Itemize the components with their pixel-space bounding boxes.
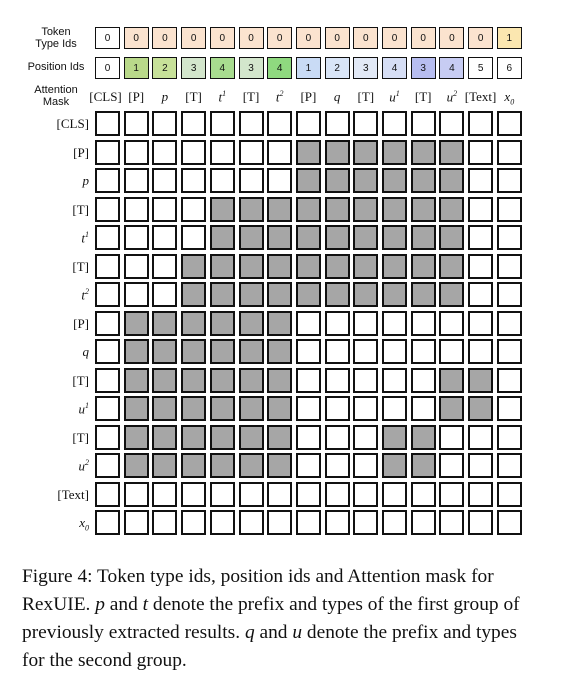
mask-cell	[497, 482, 522, 507]
mask-cell	[124, 311, 149, 336]
mask-cell	[210, 453, 235, 478]
position-id-cell: 1	[124, 57, 149, 79]
mask-cell	[210, 339, 235, 364]
mask-cell	[325, 425, 350, 450]
mask-cell	[124, 140, 149, 165]
position-ids-header: Position Ids	[27, 61, 85, 73]
mask-cell	[239, 254, 264, 279]
mask-cell	[181, 197, 206, 222]
mask-cell	[267, 254, 292, 279]
mask-cell	[382, 368, 407, 393]
mask-cell	[411, 111, 436, 136]
mask-cell	[325, 482, 350, 507]
mask-cell	[296, 311, 321, 336]
column-label: q	[333, 89, 341, 104]
mask-cell	[353, 282, 378, 307]
column-label: [T]	[242, 89, 260, 104]
mask-cell	[181, 311, 206, 336]
token-type-ids-header: Token Type Ids	[35, 26, 77, 50]
mask-cell	[439, 282, 464, 307]
mask-cell	[296, 197, 321, 222]
mask-cell	[439, 396, 464, 421]
mask-cell	[439, 482, 464, 507]
mask-cell	[267, 111, 292, 136]
mask-cell	[468, 225, 493, 250]
mask-cell	[152, 510, 177, 535]
mask-cell	[152, 339, 177, 364]
mask-cell	[181, 510, 206, 535]
mask-cell	[95, 510, 120, 535]
token-type-id-cell: 0	[152, 27, 177, 49]
mask-cell	[353, 368, 378, 393]
row-label: [P]	[73, 315, 89, 331]
mask-cell	[95, 482, 120, 507]
mask-cell	[210, 482, 235, 507]
mask-cell	[411, 225, 436, 250]
token-type-id-cell: 0	[382, 27, 407, 49]
mask-cell	[497, 510, 522, 535]
mask-cell	[124, 254, 149, 279]
mask-cell	[95, 168, 120, 193]
mask-cell	[353, 311, 378, 336]
mask-cell	[497, 339, 522, 364]
mask-cell	[296, 368, 321, 393]
column-label: [CLS]	[89, 89, 122, 104]
mask-cell	[152, 453, 177, 478]
mask-cell	[152, 225, 177, 250]
mask-cell	[267, 225, 292, 250]
mask-cell	[152, 140, 177, 165]
mask-cell	[382, 282, 407, 307]
mask-cell	[497, 453, 522, 478]
token-type-id-cell: 0	[267, 27, 292, 49]
mask-cell	[468, 482, 493, 507]
mask-cell	[239, 140, 264, 165]
mask-cell	[439, 368, 464, 393]
mask-cell	[497, 197, 522, 222]
mask-cell	[411, 197, 436, 222]
mask-cell	[296, 425, 321, 450]
mask-cell	[468, 311, 493, 336]
mask-cell	[382, 225, 407, 250]
column-label: $u^2$	[446, 89, 458, 105]
mask-cell	[267, 339, 292, 364]
mask-cell	[124, 168, 149, 193]
mask-cell	[239, 368, 264, 393]
mask-cell	[325, 339, 350, 364]
mask-cell	[267, 168, 292, 193]
mask-cell	[325, 510, 350, 535]
mask-cell	[468, 140, 493, 165]
mask-cell	[468, 425, 493, 450]
mask-cell	[325, 311, 350, 336]
mask-cell	[267, 282, 292, 307]
mask-cell	[497, 254, 522, 279]
mask-cell	[296, 282, 321, 307]
mask-cell	[439, 168, 464, 193]
row-label: [T]	[72, 372, 89, 388]
mask-cell	[411, 282, 436, 307]
mask-cell	[124, 425, 149, 450]
mask-cell	[181, 254, 206, 279]
mask-cell	[353, 254, 378, 279]
row-label: $u^2$	[78, 458, 89, 474]
column-label: [P]	[300, 89, 317, 104]
mask-cell	[95, 282, 120, 307]
mask-cell	[296, 254, 321, 279]
mask-cell	[296, 453, 321, 478]
mask-cell	[353, 197, 378, 222]
mask-cell	[382, 254, 407, 279]
mask-cell	[181, 368, 206, 393]
mask-cell	[382, 453, 407, 478]
row-label: [CLS]	[56, 116, 89, 131]
mask-cell	[411, 453, 436, 478]
mask-cell	[267, 396, 292, 421]
column-label: [T]	[357, 89, 375, 104]
mask-cell	[181, 482, 206, 507]
mask-cell	[239, 282, 264, 307]
mask-cell	[411, 425, 436, 450]
mask-cell	[210, 197, 235, 222]
mask-cell	[267, 453, 292, 478]
mask-cell	[497, 425, 522, 450]
column-label: [P]	[128, 89, 145, 104]
mask-cell	[296, 396, 321, 421]
mask-cell	[325, 140, 350, 165]
column-label: p	[161, 89, 169, 104]
mask-cell	[239, 111, 264, 136]
position-id-cell: 3	[411, 57, 436, 79]
mask-cell	[239, 396, 264, 421]
mask-cell	[325, 396, 350, 421]
mask-cell	[95, 140, 120, 165]
mask-cell	[124, 482, 149, 507]
mask-cell	[124, 510, 149, 535]
mask-cell	[181, 396, 206, 421]
row-label: [T]	[72, 201, 89, 217]
mask-cell	[411, 510, 436, 535]
mask-cell	[95, 254, 120, 279]
token-type-id-cell: 0	[411, 27, 436, 49]
mask-cell	[210, 396, 235, 421]
mask-cell	[152, 197, 177, 222]
column-label: [T]	[414, 89, 432, 104]
mask-cell	[210, 282, 235, 307]
mask-cell	[411, 396, 436, 421]
column-label: $u^1$	[389, 89, 400, 105]
token-type-id-cell: 0	[296, 27, 321, 49]
mask-cell	[497, 168, 522, 193]
position-id-cell: 6	[497, 57, 522, 79]
mask-cell	[181, 425, 206, 450]
mask-cell	[95, 311, 120, 336]
mask-cell	[152, 168, 177, 193]
mask-cell	[267, 425, 292, 450]
row-label: p	[82, 173, 89, 188]
mask-cell	[468, 254, 493, 279]
mask-cell	[95, 225, 120, 250]
mask-cell	[353, 396, 378, 421]
mask-cell	[181, 140, 206, 165]
position-id-cell: 2	[325, 57, 350, 79]
mask-cell	[468, 111, 493, 136]
mask-cell	[181, 339, 206, 364]
mask-cell	[95, 453, 120, 478]
token-type-id-cell: 0	[439, 27, 464, 49]
mask-cell	[439, 254, 464, 279]
attention-mask-header: Attention Mask	[34, 84, 78, 108]
mask-cell	[210, 311, 235, 336]
mask-cell	[325, 225, 350, 250]
mask-cell	[152, 254, 177, 279]
mask-cell	[267, 368, 292, 393]
mask-cell	[325, 197, 350, 222]
row-label: [T]	[72, 258, 89, 274]
mask-cell	[325, 111, 350, 136]
mask-cell	[124, 282, 149, 307]
mask-cell	[382, 111, 407, 136]
mask-cell	[468, 168, 493, 193]
mask-cell	[296, 339, 321, 364]
mask-cell	[411, 368, 436, 393]
position-id-cell: 3	[239, 57, 264, 79]
token-type-id-cell: 0	[124, 27, 149, 49]
mask-cell	[95, 396, 120, 421]
mask-cell	[382, 396, 407, 421]
mask-cell	[382, 311, 407, 336]
mask-cell	[239, 197, 264, 222]
token-type-id-cell: 0	[95, 27, 120, 49]
mask-cell	[296, 111, 321, 136]
mask-cell	[439, 453, 464, 478]
mask-cell	[382, 482, 407, 507]
mask-cell	[95, 339, 120, 364]
mask-cell	[152, 311, 177, 336]
mask-cell	[239, 339, 264, 364]
mask-cell	[353, 140, 378, 165]
mask-cell	[439, 225, 464, 250]
mask-cell	[497, 282, 522, 307]
mask-cell	[210, 368, 235, 393]
mask-cell	[411, 311, 436, 336]
column-label: $t^1$	[218, 89, 227, 105]
mask-cell	[124, 368, 149, 393]
mask-cell	[382, 140, 407, 165]
column-label: $x_0$	[504, 89, 515, 107]
mask-cell	[124, 197, 149, 222]
column-label: [T]	[185, 89, 202, 104]
mask-cell	[497, 225, 522, 250]
row-label: $x_0$	[79, 515, 89, 533]
mask-cell	[152, 368, 177, 393]
mask-cell	[296, 510, 321, 535]
mask-cell	[439, 111, 464, 136]
mask-cell	[124, 453, 149, 478]
mask-cell	[439, 425, 464, 450]
mask-cell	[439, 311, 464, 336]
mask-cell	[95, 425, 120, 450]
position-id-cell: 0	[95, 57, 120, 79]
mask-cell	[210, 254, 235, 279]
mask-cell	[267, 482, 292, 507]
row-label: $t^1$	[81, 230, 89, 246]
token-type-id-cell: 0	[468, 27, 493, 49]
position-id-cell: 3	[353, 57, 378, 79]
position-id-cell: 5	[468, 57, 493, 79]
mask-cell	[181, 225, 206, 250]
mask-cell	[239, 311, 264, 336]
mask-cell	[439, 140, 464, 165]
column-label: $t^2$	[275, 89, 284, 105]
mask-cell	[95, 111, 120, 136]
mask-cell	[210, 225, 235, 250]
mask-cell	[353, 425, 378, 450]
mask-cell	[468, 197, 493, 222]
position-id-cell: 3	[181, 57, 206, 79]
row-label: [P]	[73, 144, 89, 160]
mask-cell	[152, 425, 177, 450]
token-type-id-cell: 0	[210, 27, 235, 49]
mask-cell	[210, 140, 235, 165]
mask-cell	[181, 111, 206, 136]
token-type-id-cell: 0	[181, 27, 206, 49]
mask-cell	[353, 482, 378, 507]
mask-cell	[210, 510, 235, 535]
row-label: [Text]	[57, 486, 89, 502]
mask-cell	[468, 453, 493, 478]
mask-cell	[152, 111, 177, 136]
mask-cell	[124, 111, 149, 136]
mask-cell	[439, 339, 464, 364]
mask-cell	[124, 225, 149, 250]
token-type-id-cell: 0	[325, 27, 350, 49]
mask-cell	[181, 453, 206, 478]
mask-cell	[181, 282, 206, 307]
mask-cell	[497, 311, 522, 336]
position-id-cell: 4	[267, 57, 292, 79]
mask-cell	[353, 111, 378, 136]
row-label: $u^1$	[78, 401, 89, 417]
mask-cell	[382, 197, 407, 222]
mask-cell	[411, 168, 436, 193]
mask-cell	[353, 510, 378, 535]
position-id-cell: 1	[296, 57, 321, 79]
mask-cell	[353, 339, 378, 364]
mask-cell	[152, 482, 177, 507]
mask-cell	[353, 453, 378, 478]
row-label: q	[82, 344, 89, 359]
mask-cell	[124, 396, 149, 421]
mask-cell	[239, 453, 264, 478]
mask-cell	[382, 339, 407, 364]
mask-cell	[267, 311, 292, 336]
mask-cell	[325, 368, 350, 393]
mask-cell	[411, 482, 436, 507]
mask-cell	[439, 197, 464, 222]
mask-cell	[239, 168, 264, 193]
mask-cell	[267, 197, 292, 222]
row-label: $t^2$	[81, 287, 89, 303]
mask-cell	[325, 168, 350, 193]
mask-cell	[497, 111, 522, 136]
mask-cell	[497, 140, 522, 165]
figure-caption: Figure 4: Token type ids, position ids and Attention mask for RexUIE. p and t denote the prefix and types of the first group of previously extracted results. q and u denote the prefix and types for the second group.	[22, 566, 520, 671]
mask-cell	[239, 482, 264, 507]
position-id-cell: 2	[152, 57, 177, 79]
mask-cell	[210, 425, 235, 450]
mask-cell	[325, 453, 350, 478]
mask-cell	[468, 339, 493, 364]
mask-cell	[152, 282, 177, 307]
mask-cell	[239, 510, 264, 535]
mask-cell	[382, 168, 407, 193]
token-type-id-cell: 1	[497, 27, 522, 49]
mask-cell	[468, 368, 493, 393]
mask-cell	[296, 482, 321, 507]
mask-cell	[353, 168, 378, 193]
mask-cell	[468, 282, 493, 307]
mask-cell	[468, 510, 493, 535]
mask-cell	[152, 396, 177, 421]
mask-cell	[439, 510, 464, 535]
mask-cell	[95, 197, 120, 222]
row-label: [T]	[72, 429, 89, 445]
mask-cell	[497, 396, 522, 421]
mask-cell	[296, 168, 321, 193]
position-id-cell: 4	[210, 57, 235, 79]
mask-cell	[181, 168, 206, 193]
mask-cell	[353, 225, 378, 250]
mask-cell	[267, 510, 292, 535]
mask-cell	[325, 254, 350, 279]
mask-cell	[411, 140, 436, 165]
mask-cell	[411, 339, 436, 364]
mask-cell	[210, 168, 235, 193]
mask-cell	[267, 140, 292, 165]
mask-cell	[210, 111, 235, 136]
token-type-id-cell: 0	[353, 27, 378, 49]
mask-cell	[296, 225, 321, 250]
mask-cell	[382, 510, 407, 535]
mask-cell	[468, 396, 493, 421]
position-id-cell: 4	[439, 57, 464, 79]
token-type-id-cell: 0	[239, 27, 264, 49]
mask-cell	[497, 368, 522, 393]
position-id-cell: 4	[382, 57, 407, 79]
column-label: [Text]	[464, 89, 497, 104]
mask-cell	[95, 368, 120, 393]
mask-cell	[382, 425, 407, 450]
mask-cell	[411, 254, 436, 279]
mask-cell	[296, 140, 321, 165]
mask-cell	[239, 225, 264, 250]
mask-cell	[239, 425, 264, 450]
mask-cell	[325, 282, 350, 307]
mask-cell	[124, 339, 149, 364]
